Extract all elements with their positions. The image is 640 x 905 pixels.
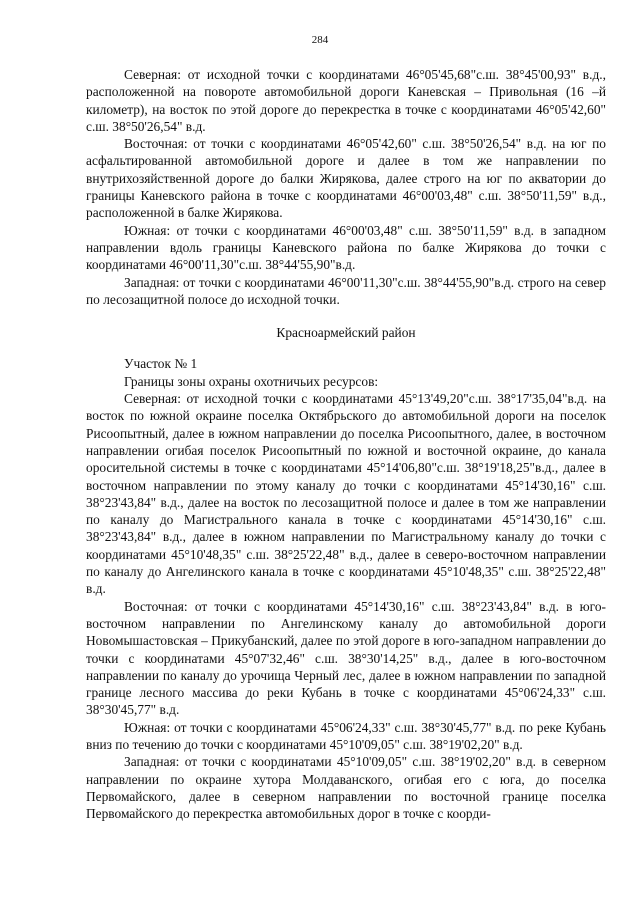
- paragraph-south-boundary-2: Южная: от точки с координатами 45°06'24,33" с.ш. 38°30'45,77" в.д. по реке Кубань вниз по течению до точки с координатами 45°10'09,05" с.ш. 38°19'02,20" в.д.: [86, 719, 606, 752]
- district-heading: Красноармейский район: [276, 325, 416, 341]
- plot-title: Участок № 1: [124, 356, 198, 372]
- document-body: [86, 66, 606, 822]
- paragraph-west-boundary-1: Западная: от точки с координатами 46°00'11,30"с.ш. 38°44'55,90"в.д. строго на север по лесозащитной полосе до исходной точки.: [86, 274, 606, 307]
- paragraph-north-boundary-1: Северная: от исходной точки с координатами 46°05'45,68"с.ш. 38°45'00,93" в.д., расположенной на повороте автомобильной дороги Каневская – Привольная (16 –й километр), на восток по этой дороге до перекрестка в точке с координатами 46°05'42,60" с.ш. 38°50'26,54" в.д.: [86, 67, 606, 134]
- page-number: 284: [311, 34, 329, 46]
- paragraph-west-boundary-2: Западная: от точки с координатами 45°10'09,05" с.ш. 38°19'02,20" в.д. в северном направлении по окраине хутора Молдаванского, огибая его с юга, до поселка Первомайского, далее в северном направлении по восточной границе поселка Первомайского до перекрестка автомобильных дорог в точке с коорди-: [86, 754, 606, 822]
- paragraph-north-boundary-2: Северная: от исходной точки с координатами 45°13'49,20"с.ш. 38°17'35,04"в.д. на восток по южной окраине поселка Октябрьского до автомобильной дороги на поселок Рисоопытный, далее в южном направлении до поселка Рисоопытного, далее, в восточном направлении огибая поселок Рисоопытный по южной и восточной окраине, до канала оросительной системы в точке с координатами 45°14'06,80"с.ш. 38°19'18,25"в.д., далее в восточном направлении по этому каналу до точки с координатами 45°14'30,16" с.ш. 38°23'43,84" в.д., далее на восток по лесозащитной полосе и далее в том же направлении по каналу до Магистрального канала в точке с координатами 45°14'30,16" с.ш. 38°23'43,84" в.д., далее в южном направлении по Магистральному каналу до точки с координатами 45°10'48,35" с.ш. 38°25'22,48" в.д., далее в северо-восточном направлении по каналу до Ангелинского канала в точке с координатами 45°10'48,35" с.ш. 38°25'22,48" в.д.: [86, 391, 606, 597]
- paragraph-east-boundary-2: Восточная: от точки с координатами 45°14'30,16" с.ш. 38°23'43,84" в.д. в юго-восточном направлении по Ангелинскому каналу до автомобильной дороги Новомышастовская – Прикубанский, далее по этой дороге в юго-западном направлении до точки с координатами 45°07'32,46" с.ш. 38°30'14,25" в.д., далее в юго-восточном направлении по каналу до урочища Черный лес, далее в южном направлении по западной границе лесного массива до реки Кубань в точке с координатами 45°06'24,33" с.ш. 38°30'45,77" в.д.: [86, 598, 606, 718]
- paragraph-south-boundary-1: Южная: от точки с координатами 46°00'03,48" с.ш. 38°50'11,59" в.д. в западном направлении вдоль границы Каневского района по балке Жирякова до точки с координатами 46°00'11,30"с.ш. 38°44'55,90"в.д.: [86, 222, 606, 273]
- paragraph-east-boundary-1: Восточная: от точки с координатами 46°05'42,60" с.ш. 38°50'26,54" в.д. на юг по асфальтированной автомобильной дороге и далее в том же направлении по внутрихозяйственной дороге до балки Жирякова, далее строго на юг по акватории до границы Каневского района в точке с координатами 46°00'03,48" с.ш. 38°50'11,59" в.д., расположенной в балке Жирякова.: [86, 136, 606, 221]
- zone-title: Границы зоны охраны охотничьих ресурсов:: [124, 373, 379, 389]
